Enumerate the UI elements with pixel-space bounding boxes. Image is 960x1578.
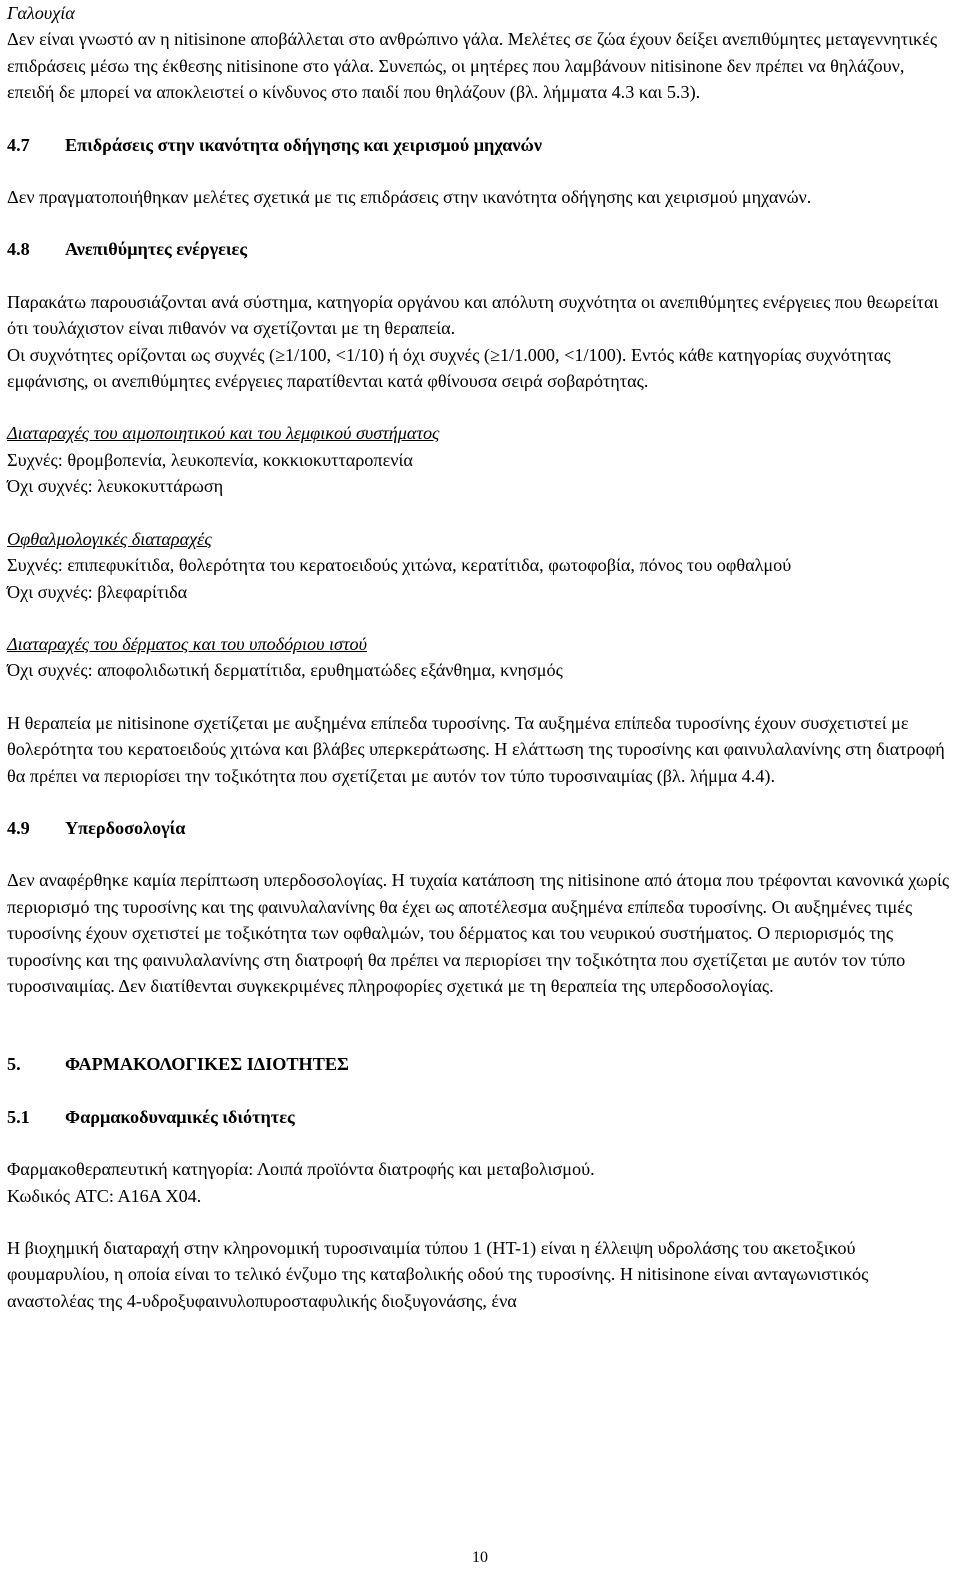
overdose-paragraph: Δεν αναφέρθηκε καμία περίπτωση υπερδοσολογίας. Η τυχαία κατάποση της nitisinone από άτομα που τρέφονται κανονικά χωρίς περιορισμό της τυροσίνης και της φαινυλαλανίνης θα έχει ως αποτέλεσμα αυξημένα επίπεδα τυροσίνης. Οι αυξημένες τιμές τυροσίνης έχουν σχετιστεί με τοξικότητα των οφθαλμών, του δέρματος και του νευρικού συστήματος. Ο περιορισμός της τυροσίνης και της φαινυλαλανίνης στη διατροφή θα πρέπει να περιορίσει την τοξικότητα που σχετίζεται με αυτόν τον τύπο τυροσιναιμίας. Δεν διατίθενται συγκεκριμένες πληροφορίες σχετικά με τη θεραπεία της υπερδοσολογίας. xyxy=(7,870,950,996)
eye-uncommon-line: Όχι συχνές: βλεφαρίτιδα xyxy=(7,581,188,602)
pharmacotherapeutic-group-line: Φαρμακοθεραπευτική κατηγορία: Λοιπά προϊόντα διατροφής και μεταβολισμού. xyxy=(7,1159,595,1180)
lactation-paragraph: Δεν είναι γνωστό αν η nitisinone αποβάλλεται στο ανθρώπινο γάλα. Μελέτες σε ζώα έχουν δείξει ανεπιθύμητες μεταγεννητικές επιδράσεις μέσω της έκθεσης nitisinone στο γάλα. Συνεπώς, οι μητέρες που λαμβάνουν nitisinone δεν πρέπει να θηλάζουν, επειδή δε μπορεί να αποκλειστεί ο κίνδυνος στο παιδί που θηλάζουν (βλ. λήμματα 4.3 και 5.3). xyxy=(7,29,938,103)
section-number: 4.8 xyxy=(7,239,30,260)
section-title: Υπερδοσολογία xyxy=(65,817,186,838)
mechanism-paragraph: Η βιοχημική διαταραχή στην κληρονομική τυροσιναιμία τύπου 1 (HT-1) είναι η έλλειψη υδρολάσης του ακετοξικού φουμαρυλίου, η οποία είναι το τελικό ένζυμο της καταβολικής οδού της τυροσίνης. Η nitisinone είναι ανταγωνιστικός αναστολέας της 4-υδροξυφαινυλοπυροσταφυλικής διοξυγονάσης, ένα xyxy=(7,1238,869,1311)
blood-disorders-heading: Διαταραχές του αιμοποιητικού και του λεμφικού συστήματος xyxy=(7,423,440,444)
blood-uncommon-line: Όχι συχνές: λευκοκυττάρωση xyxy=(7,476,224,497)
skin-disorders-heading: Διαταραχές του δέρματος και του υποδόριου ιστού xyxy=(7,633,367,654)
section-5-heading xyxy=(7,1051,953,1077)
section-number: 4.9 xyxy=(7,817,30,838)
section-number: 5. xyxy=(7,1054,21,1075)
blood-common-line: Συχνές: θρομβοπενία, λευκοπενία, κοκκιοκυτταροπενία xyxy=(7,449,413,470)
atc-code-line: Κωδικός ATC: A16A X04. xyxy=(7,1185,202,1206)
frequency-definition-paragraph: Οι συχνότητες ορίζονται ως συχνές (≥1/100, <1/10) ή όχι συχνές (≥1/1.000, <1/100). Εντός κάθε κατηγορίας συχνότητας εμφάνισης, οι ανεπιθύμητες ενέργειες παρατίθενται κατά φθίνουσα σειρά σοβαρότητας. xyxy=(7,344,891,392)
adverse-intro-paragraph: Παρακάτω παρουσιάζονται ανά σύστημα, κατηγορία οργάνου και απόλυτη συχνότητα οι ανεπιθύμητες ενέργειες που θεωρείται ότι τουλάχιστον είναι πιθανόν να σχετίζονται με τη θεραπεία. xyxy=(7,291,939,339)
lactation-heading: Γαλουχία xyxy=(7,3,75,23)
document-page xyxy=(7,0,953,1314)
section-number: 5.1 xyxy=(7,1106,30,1127)
skin-uncommon-line: Όχι συχνές: αποφολιδωτική δερματίτιδα, ερυθηματώδες εξάνθημα, κνησμός xyxy=(7,660,563,681)
section-4-8-heading xyxy=(7,236,953,262)
section-4-7-paragraph: Δεν πραγματοποιήθηκαν μελέτες σχετικά με τις επιδράσεις στην ικανότητα οδήγησης και χειρισμού μηχανών. xyxy=(7,187,812,208)
eye-disorders-heading: Οφθαλμολογικές διαταραχές xyxy=(7,528,212,549)
section-title: Ανεπιθύμητες ενέργειες xyxy=(65,239,247,260)
section-4-9-heading xyxy=(7,815,953,841)
section-title: Επιδράσεις στην ικανότητα οδήγησης και χειρισμού μηχανών xyxy=(65,134,542,155)
tyrosine-paragraph: Η θεραπεία με nitisinone σχετίζεται με αυξημένα επίπεδα τυροσίνης. Τα αυξημένα επίπεδα τυροσίνης έχουν συσχετιστεί με θολερότητα του κερατοειδούς χιτώνα και βλάβες υπερκεράτωσης. Η ελάττωση της τυροσίνης και φαινυλαλανίνης στη διατροφή θα πρέπει να περιορίσει την τοξικότητα που σχετίζεται με αυτόν τον τύπο τυροσιναιμίας (βλ. λήμμα 4.4). xyxy=(7,712,945,786)
section-4-7-heading xyxy=(7,132,953,158)
section-5-1-heading xyxy=(7,1104,953,1130)
eye-common-line: Συχνές: επιπεφυκίτιδα, θολερότητα του κερατοειδούς χιτώνα, κερατίτιδα, φωτοφοβία, πόνος του οφθαλμού xyxy=(7,555,792,576)
section-title: ΦΑΡΜΑΚΟΛΟΓΙΚΕΣ ΙΔΙΟΤΗΤΕΣ xyxy=(65,1054,349,1075)
page-number: 10 xyxy=(472,1549,488,1566)
section-number: 4.7 xyxy=(7,134,30,155)
section-title: Φαρμακοδυναμικές ιδιότητες xyxy=(65,1106,295,1127)
